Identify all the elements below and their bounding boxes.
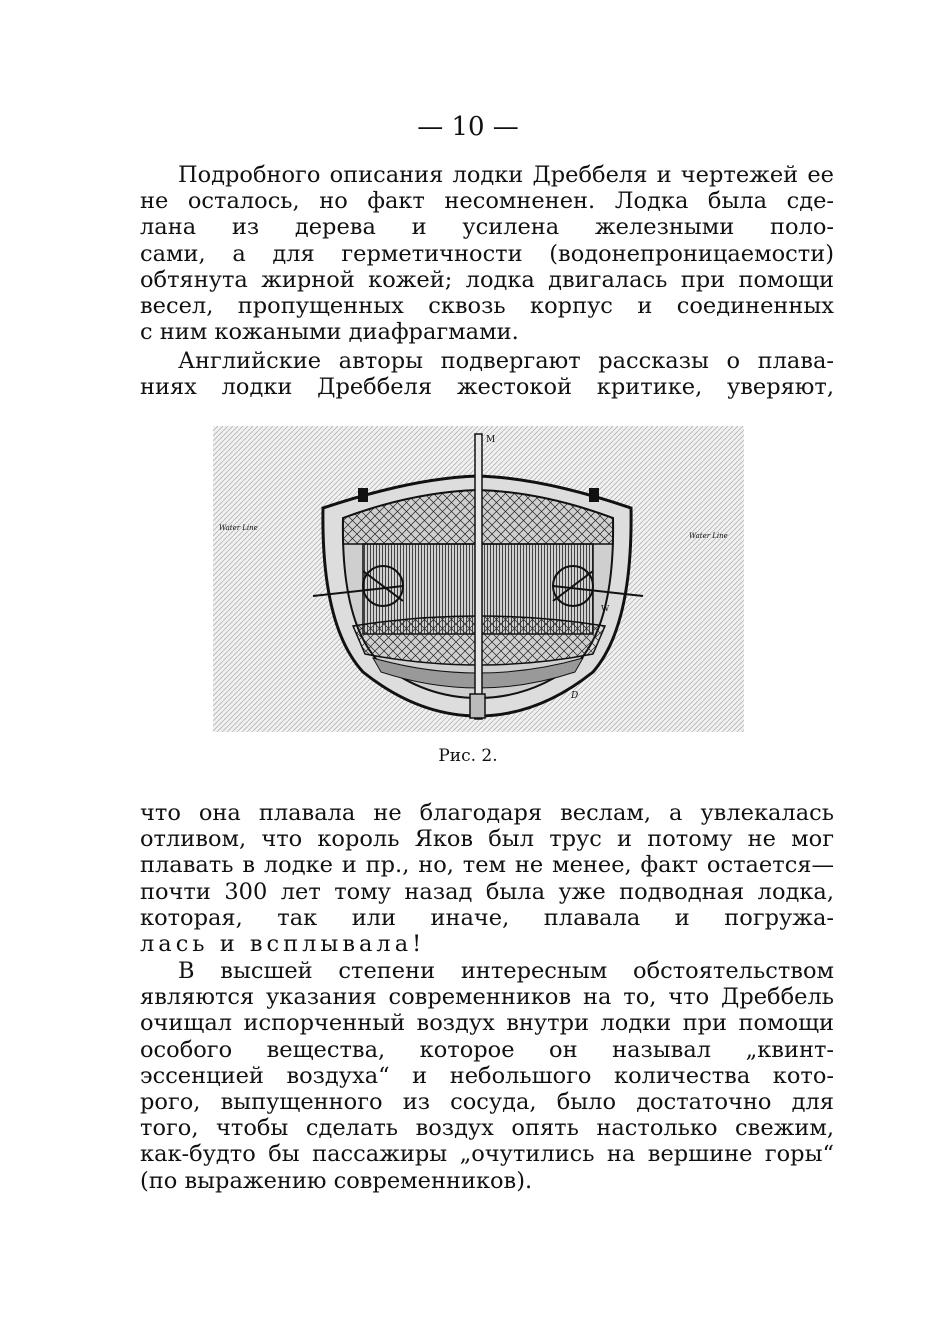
text-line: которая, так или иначе, плавала и погружа- <box>140 904 834 931</box>
text-line: что она плавала не благодаря веслам, а увлекалась <box>140 800 834 826</box>
text-line: Подробного описания лодки Дреббеля и чертежей ее <box>178 162 834 188</box>
text-line: не осталось, но факт несомненен. Лодка была сде- <box>140 188 834 215</box>
text-line: В высшей степени интересным обстоятельством <box>178 958 834 984</box>
text-line: того, чтобы сделать воздух опять настолько свежим, <box>140 1115 834 1142</box>
paragraph-1 <box>140 162 834 345</box>
figure-caption: Рис. 2. <box>438 746 498 766</box>
label-water-line-left: Water Line <box>219 524 258 532</box>
label-d: D <box>571 691 579 701</box>
text-line: особого вещества, которое он называл „квинт- <box>140 1036 834 1063</box>
text-line: отливом, что король Яков был трус и потому не мог <box>140 826 834 853</box>
text-line: очищал испорченный воздух внутри лодки при помощи <box>140 1010 834 1037</box>
label-water-line-right: Water Line <box>689 532 728 540</box>
text-line: плавать в лодке и пр., но, тем не менее, факт остается— <box>140 852 834 879</box>
text-line: Английские авторы подвергают рассказы о плава- <box>178 348 834 374</box>
text-line: лась и всплывала! <box>140 930 426 957</box>
text-line: лана из дерева и усилена железными поло- <box>140 214 834 241</box>
text-line: (по выражению современников). <box>140 1167 533 1194</box>
text-line: ниях лодки Дреббеля жестокой критике, уверяют, <box>140 374 834 401</box>
mast <box>475 434 482 719</box>
text-line: как-будто бы пассажиры „очутились на вершине горы“ <box>140 1141 834 1168</box>
keel-post <box>470 694 485 718</box>
paragraph-3 <box>140 800 834 957</box>
hatch-right <box>589 488 599 502</box>
paragraph-4 <box>140 958 834 1194</box>
text-line: с ним кожаными диафрагмами. <box>140 319 519 346</box>
label-w: W <box>601 604 610 613</box>
text-line: обтянута жирной кожей; лодка двигалась при помощи <box>140 266 834 293</box>
text-line: почти 300 лет тому назад была уже подводная лодка, <box>140 878 834 905</box>
hatch-left <box>358 488 368 502</box>
text-line: рого, выпущенного из сосуда, было достаточно для <box>140 1088 834 1115</box>
page-number: — 10 — <box>417 112 519 142</box>
text-line: весел, пропущенных сквозь корпус и соединенных <box>140 292 834 319</box>
paragraph-2 <box>140 348 834 400</box>
label-mast: M <box>486 435 496 445</box>
text-line: сами, а для герметичности (водонепроницаемости) <box>140 240 834 267</box>
text-line: являются указания современников на то, что Дреббель <box>140 984 834 1011</box>
text-line: эссенцией воздуха“ и небольшого количества кото- <box>140 1062 834 1089</box>
submarine-cross-section-figure <box>213 426 744 732</box>
